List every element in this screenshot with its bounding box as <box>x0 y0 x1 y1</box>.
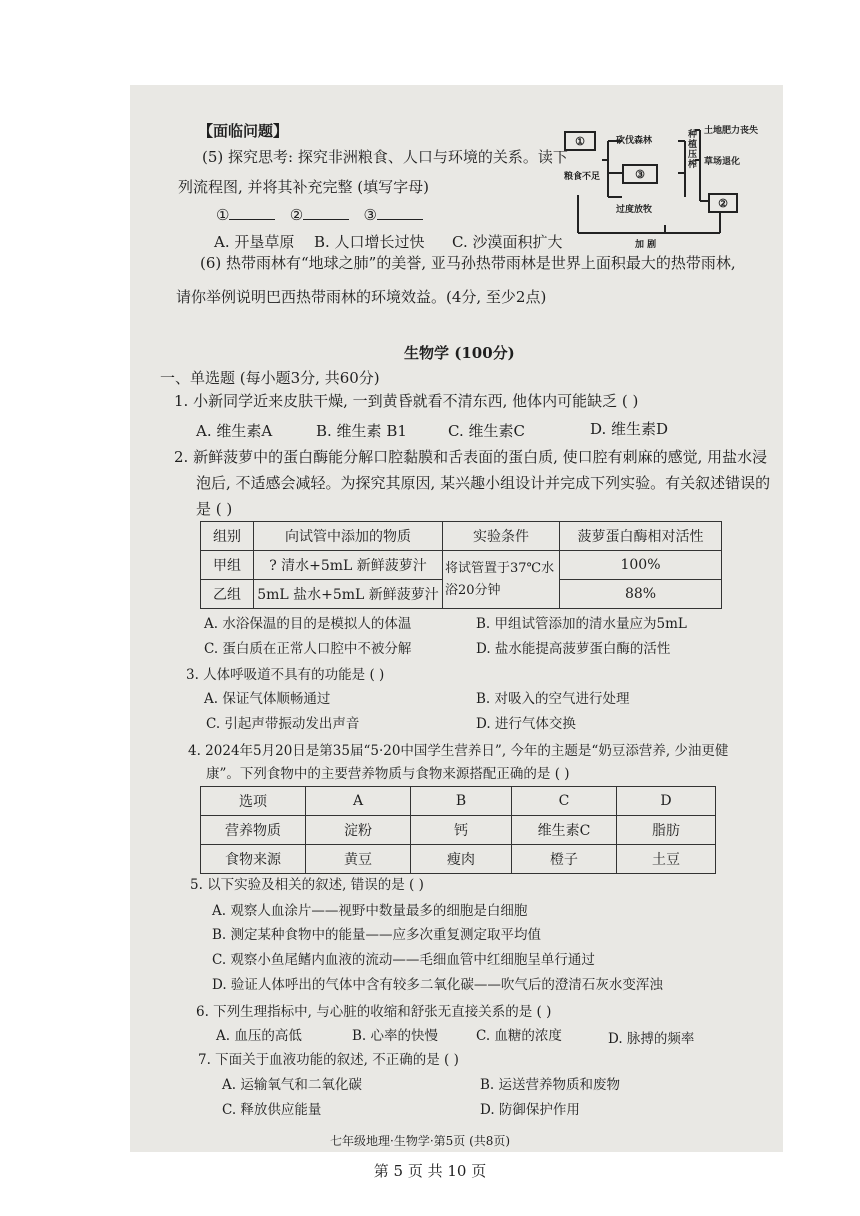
table-header: A <box>306 787 411 816</box>
table-cell: 5mL 盐水+5mL 新鲜菠萝汁 <box>254 580 443 609</box>
table-cell: 瘦肉 <box>411 845 512 874</box>
q5-option-c: C. 沙漠面积扩大 <box>452 233 563 251</box>
q3-option-b: B. 对吸入的空气进行处理 <box>476 691 630 707</box>
q5-stem: 5. 以下实验及相关的叙述, 错误的是 ( ) <box>190 877 424 893</box>
q6-option-c: C. 血糖的浓度 <box>476 1028 562 1044</box>
q2-option-a: A. 水浴保温的目的是模拟人的体温 <box>204 616 412 632</box>
flow-chart-lines <box>130 85 783 255</box>
page-footer-inner: 七年级地理·生物学·第5页 (共8页) <box>330 1134 511 1148</box>
table-cell: 维生素C <box>512 816 617 845</box>
flow-box-1: ① <box>564 131 596 151</box>
table-cell: 土豆 <box>617 845 716 874</box>
table-header: D <box>617 787 716 816</box>
table-cell: 100% <box>560 551 722 580</box>
table-cell: 钙 <box>411 816 512 845</box>
q5-option-b: B. 人口增长过快 <box>314 233 425 251</box>
q5-option-d: D. 验证人体呼出的气体中含有较多二氧化碳——吹气后的澄清石灰水变浑浊 <box>212 977 663 993</box>
q6-option-b: B. 心率的快慢 <box>352 1028 439 1044</box>
q2-option-c: C. 蛋白质在正常人口腔中不被分解 <box>204 641 412 657</box>
table-row <box>201 787 716 816</box>
q2-option-d: D. 盐水能提高菠萝蛋白酶的活性 <box>476 641 671 657</box>
flow-label-pressure: 种植压榨 <box>688 130 698 170</box>
q4-food-table <box>200 786 716 874</box>
table-header: 组别 <box>201 522 254 551</box>
table-cell: ? 清水+5mL 新鲜菠萝汁 <box>254 551 443 580</box>
q6-line2: 请你举例说明巴西热带雨林的环境效益。(4分, 至少2点) <box>176 288 547 306</box>
q3-option-c: C. 引起声带振动发出声音 <box>206 716 360 732</box>
table-header: 实验条件 <box>443 522 560 551</box>
q1-option-c: C. 维生素C <box>448 422 525 440</box>
q4-line2: 康”。下列食物中的主要营养物质与食物来源搭配正确的是 ( ) <box>206 766 570 782</box>
table-header: B <box>411 787 512 816</box>
exam-page-photo <box>130 85 783 1152</box>
table-header: 菠萝蛋白酶相对活性 <box>560 522 722 551</box>
q5-option-c: C. 观察小鱼尾鳍内血液的流动——毛细血管中红细胞呈单行通过 <box>212 952 595 968</box>
q5-option-b: B. 测定某种食物中的能量——应多次重复测定取平均值 <box>212 927 542 943</box>
table-cell: 88% <box>560 580 722 609</box>
page-number-footer: 第 5 页 共 10 页 <box>373 1162 487 1180</box>
flow-label-deforestation: 砍伐森林 <box>616 136 653 146</box>
q5-blanks: ① ② ③ <box>216 205 423 225</box>
q2-line2: 泡后, 不适感会减轻。为探究其原因, 某兴趣小组设计并完成下列实验。有关叙述错误的 <box>196 474 771 492</box>
flow-label-overgrazing: 过度放牧 <box>616 205 653 215</box>
table-cell: 营养物质 <box>201 816 306 845</box>
table-header: 选项 <box>201 787 306 816</box>
q4-line1: 4. 2024年5月20日是第35届“5·20中国学生营养日”, 今年的主题是“奶豆添营养, 少油更健 <box>188 743 729 759</box>
flow-box-2: ② <box>708 193 738 213</box>
q7-option-d: D. 防御保护作用 <box>480 1102 580 1118</box>
table-row <box>201 845 716 874</box>
flow-label-food-shortage: 粮食不足 <box>564 172 601 182</box>
table-cell: 脂肪 <box>617 816 716 845</box>
q7-option-b: B. 运送营养物质和废物 <box>480 1077 621 1093</box>
q5-line2: 列流程图, 并将其补充完整 (填写字母) <box>178 178 430 196</box>
q7-stem: 7. 下面关于血液功能的叙述, 不正确的是 ( ) <box>198 1052 459 1068</box>
flow-label-aggravate: 加 剧 <box>635 240 657 250</box>
table-row <box>201 816 716 845</box>
table-row <box>201 522 722 551</box>
q2-experiment-table <box>200 521 722 609</box>
table-row <box>201 551 722 580</box>
q6-line1: (6) 热带雨林有“地球之肺”的美誉, 亚马孙热带雨林是世界上面积最大的热带雨林, <box>200 254 736 272</box>
table-cell: 食物来源 <box>201 845 306 874</box>
q1-option-d: D. 维生素D <box>590 420 669 438</box>
q5-option-a: A. 开垦草原 <box>214 233 295 251</box>
q1-option-a: A. 维生素A <box>196 422 273 440</box>
q6-option-d: D. 脉搏的频率 <box>608 1031 695 1047</box>
table-header: C <box>512 787 617 816</box>
q1-option-b: B. 维生素 B1 <box>316 422 407 440</box>
q2-line3: 是 ( ) <box>196 500 233 518</box>
q6-option-a: A. 血压的高低 <box>216 1028 302 1044</box>
table-cell: 甲组 <box>201 551 254 580</box>
q3-option-a: A. 保证气体顺畅通过 <box>204 691 331 707</box>
q2-line1: 2. 新鲜菠萝中的蛋白酶能分解口腔黏膜和舌表面的蛋白质, 使口腔有刺麻的感觉, 用盐水浸 <box>174 448 768 466</box>
table-cell: 黄豆 <box>306 845 411 874</box>
q6-stem: 6. 下列生理指标中, 与心脏的收缩和舒张无直接关系的是 ( ) <box>196 1004 552 1020</box>
q7-option-a: A. 运输氧气和二氧化碳 <box>222 1077 362 1093</box>
table-cell: 乙组 <box>201 580 254 609</box>
table-cell: 橙子 <box>512 845 617 874</box>
table-header: 向试管中添加的物质 <box>254 522 443 551</box>
q2-option-b: B. 甲组试管添加的清水量应为5mL <box>476 616 687 632</box>
flow-label-fertility-loss: 土地肥力丧失 <box>704 126 759 136</box>
table-cell-merged: 将试管置于37℃水 浴20分钟 <box>443 551 560 609</box>
q7-option-c: C. 释放供应能量 <box>222 1102 322 1118</box>
biology-title: 生物学 (100分) <box>404 344 515 362</box>
section-single-choice: 一、单选题 (每小题3分, 共60分) <box>160 369 380 387</box>
table-cell: 淀粉 <box>306 816 411 845</box>
q3-stem: 3. 人体呼吸道不具有的功能是 ( ) <box>186 667 385 683</box>
section-heading-problems: 【面临问题】 <box>198 122 289 140</box>
q5-option-a: A. 观察人血涂片——视野中数量最多的细胞是白细胞 <box>212 903 528 919</box>
q5-line1: (5) 探究思考: 探究非洲粮食、人口与环境的关系。读下 <box>202 148 568 166</box>
q1-stem: 1. 小新同学近来皮肤干燥, 一到黄昏就看不清东西, 他体内可能缺乏 ( ) <box>174 392 639 410</box>
flow-box-3: ③ <box>622 164 658 184</box>
flow-label-grassland: 草场退化 <box>704 157 741 167</box>
q3-option-d: D. 进行气体交换 <box>476 716 576 732</box>
